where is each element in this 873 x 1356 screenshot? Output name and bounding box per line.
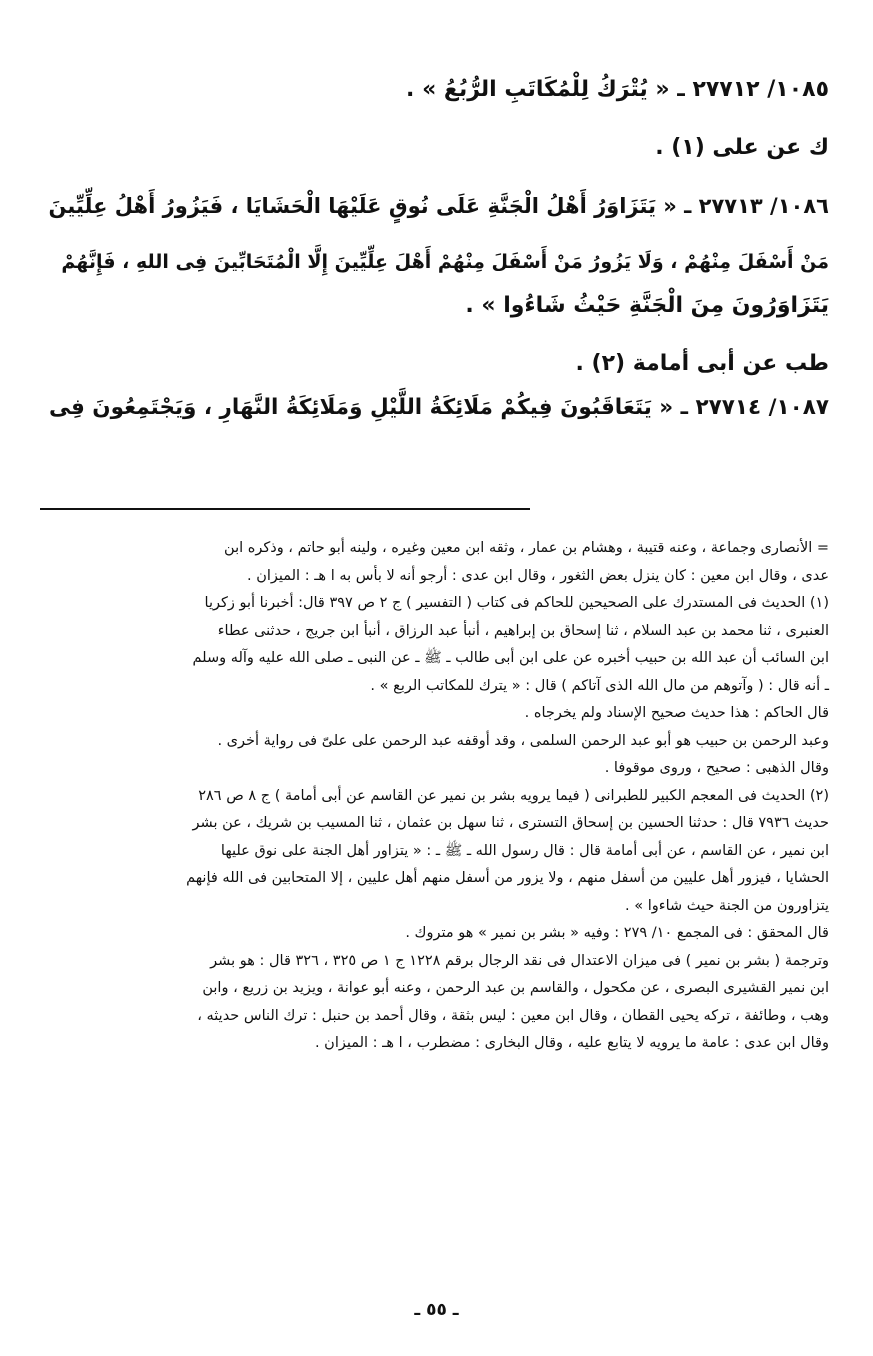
footnote-line: قال المحقق : فى المجمع ١٠/ ٢٧٩ : وفيه « بشر بن نمير » هو متروك . xyxy=(405,925,829,941)
hadith-1086-source: طب عن أبى أمامة (٢) . xyxy=(575,351,829,376)
footnote-line: ابن السائب أن عبد الله بن حبيب أخبره عن على ابن أبى طالب ـ ﷺ ـ عن النبى ـ صلى الله عليه وآله وسلم xyxy=(192,650,829,666)
footnote-line: وقال ابن عدى : عامة ما يرويه لا يتابع عليه ، وقال البخارى : مضطرب ، ا هـ : الميزان . xyxy=(314,1035,829,1051)
footnote-line: وعبد الرحمن بن حبيب هو أبو عبد الرحمن السلمى ، وقد أوقفه عبد الرحمن على علىّ فى رواية أخرى . xyxy=(217,732,829,749)
footnote-line: ـ أنه قال : ( وآتوهم من مال الله الذى آتاكم ) قال : « يترك للمكاتب الربع » . xyxy=(370,677,829,694)
hadith-1085-source: ك عن على (١) . xyxy=(655,135,829,160)
footnote-line: قال الحاكم : هذا حديث صحيح الإسناد ولم يخرجاه . xyxy=(524,705,829,721)
footnote-line: وترجمة ( بشر بن نمير ) فى ميزان الاعتدال فى نقد الرجال برقم ١٢٢٨ ج ١ ص ٣٢٥ ، ٣٢٦ قال : هو بشر xyxy=(210,952,829,969)
footnote-line: العنبرى ، ثنا محمد بن عبد السلام ، ثنا إسحاق بن إبراهيم ، أنبأ عبد الرزاق ، أنبأ ابن جريج ، حدثنى عطاء xyxy=(217,622,829,639)
hadith-1087-line-1: ١٠٨٧/ ٢٧٧١٤ ـ « يَتَعَاقَبُونَ فِيكُمْ مَلَائِكَةُ اللَّيْلِ وَمَلَائِكَةُ النَّهَارِ ، وَيَجْتَمِعُونَ فِى xyxy=(48,395,829,420)
footnote-divider xyxy=(40,508,530,510)
footnote-line: حديث ٧٩٣٦ قال : حدثنا الحسين بن إسحاق التسترى ، ثنا سهل بن عثمان ، ثنا المسيب بن شريك ، عن بشر xyxy=(192,815,829,831)
footnote-2: (٢) الحديث فى المعجم الكبير للطبرانى ( فيما يرويه بشر بن نمير عن القاسم عن أبى أمامة ) ج ٨ ص ٢٨٦ xyxy=(198,787,829,804)
footnote-1: (١) الحديث فى المستدرك على الصحيحين للحاكم فى كتاب ( التفسير ) ج ٢ ص ٣٩٧ قال: أخبرنا أبو زكريا xyxy=(204,595,829,611)
hadith-1085: ١٠٨٥/ ٢٧٧١٢ ـ « يُتْرَكُ لِلْمُكَاتَبِ الرُّبُعُ » . xyxy=(406,77,829,102)
hadith-1086-line-2: مَنْ أَسْفَلَ مِنْهُمْ ، وَلَا يَزُورُ مَنْ أَسْفَلَ مِنْهُمْ أَهْلَ عِلِّيِّينَ إِلَّا الْمُتَحَابِّينَ فِى اللهِ ، فَإِنَّهُمْ xyxy=(61,251,829,273)
footnotes-block xyxy=(44,535,829,1058)
page-number: ـ ٥٥ ـ xyxy=(414,1300,459,1320)
footnote-line: ابن نمير ، عن القاسم ، عن أبى أمامة قال : قال رسول الله ـ ﷺ ـ : « يتزاور أهل الجنة على نوق عليها xyxy=(220,842,829,859)
hadith-1086-line-1: ١٠٨٦/ ٢٧٧١٣ ـ « يَتَزَاوَرُ أَهْلُ الْجَنَّةِ عَلَى نُوقٍ عَلَيْهَا الْحَشَايَا ، فَيَزُورُ أَهْلُ عِلِّيِّينَ xyxy=(48,194,829,218)
hadith-text-block xyxy=(44,72,829,426)
footnote-line: وهب ، وطائفة ، تركه يحيى القطان ، وقال ابن معين : ليس بثقة ، وقال أحمد بن حنبل : ترك الناس حديثه ، xyxy=(197,1007,829,1024)
hadith-1086-line-3: يَتَزَاوَرُونَ مِنَ الْجَنَّةِ حَيْثُ شَاءُوا » . xyxy=(465,293,829,318)
footnote-line: = الأنصارى وجماعة ، وعنه قتيبة ، وهشام بن عمار ، وثقه ابن معين وغيره ، ولينه أبو حاتم ، وذكره ابن xyxy=(224,540,829,556)
footnote-line: يتزاورون من الجنة حيث شاءوا » . xyxy=(625,897,829,914)
footnote-line: عدى ، وقال ابن معين : كان ينزل بعض الثغور ، وقال ابن عدى : أرجو أنه لا بأس به ا هـ : الميزان . xyxy=(246,567,829,584)
footnote-line: الحشايا ، فيزور أهل عليين من أسفل منهم ، ولا يزور من أسفل منهم أهل عليين ، إلا المتحابين فى الله فإنهم xyxy=(186,870,829,886)
footnote-line: وقال الذهبى : صحيح ، وروى موقوفا . xyxy=(604,760,829,776)
footnote-line: ابن نمير القشيرى البصرى ، عن مكحول ، والقاسم بن عبد الرحمن ، وعنه أبو عوانة ، ويزيد بن زريع ، وابن xyxy=(202,980,829,996)
